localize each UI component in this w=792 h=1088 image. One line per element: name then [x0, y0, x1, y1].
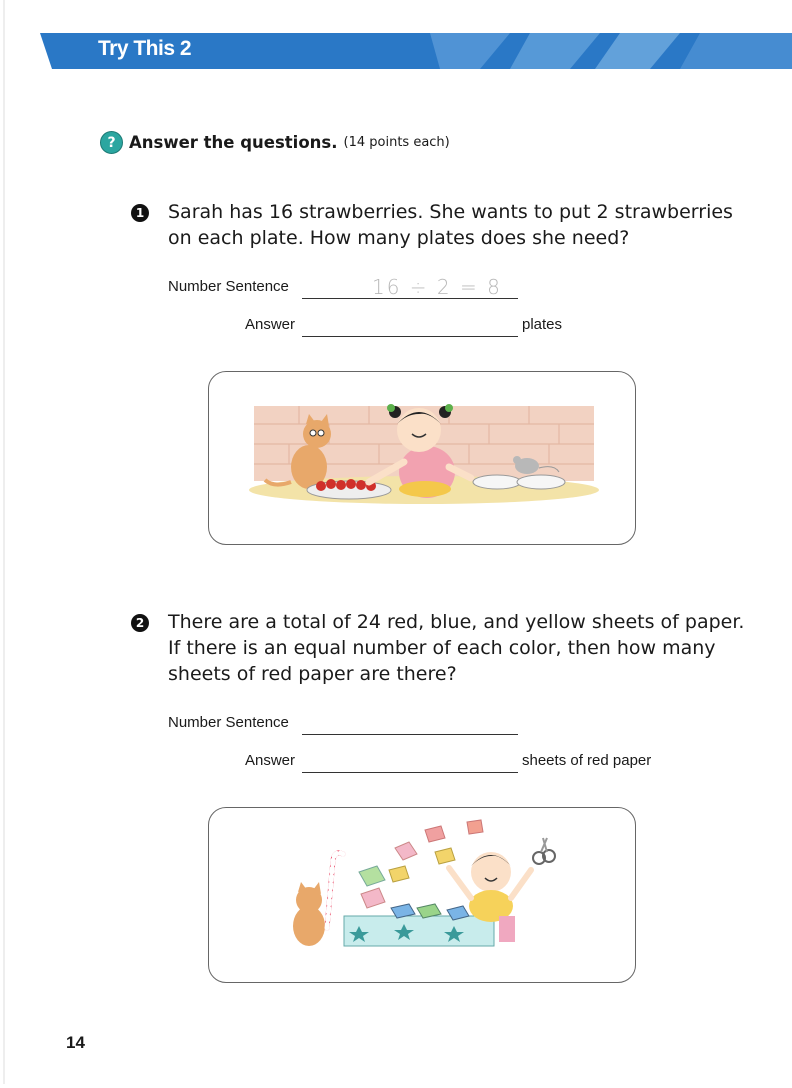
question-number-1: 1 — [131, 204, 149, 222]
girl-cat-strawberries-plates-illustration — [209, 372, 635, 544]
page-edge — [0, 0, 8, 1084]
question-2-line-3: sheets of red paper are there? — [168, 663, 457, 685]
question-1-line-2: on each plate. How many plates does she need? — [168, 227, 630, 249]
boy-cat-paper-sheets-illustration — [209, 808, 635, 982]
instruction — [100, 131, 450, 154]
number-sentence-hint-1: 16 ÷ 2 = 8 — [372, 275, 502, 299]
question-1-text — [168, 199, 733, 251]
question-1-line-1: Sarah has 16 strawberries. She wants to put 2 strawberries — [168, 201, 733, 223]
instruction-text: Answer the questions. — [129, 133, 338, 152]
answer-field-1[interactable] — [302, 314, 518, 337]
number-sentence-label-1: Number Sentence — [168, 278, 289, 295]
answer-unit-2: sheets of red paper — [522, 752, 652, 769]
answer-unit-1: plates — [522, 316, 563, 333]
question-2-line-1: There are a total of 24 red, blue, and yellow sheets of paper. — [168, 611, 745, 633]
number-sentence-field-2[interactable] — [302, 712, 518, 735]
answer-label-1: Answer — [245, 316, 296, 333]
question-icon: ? — [100, 131, 123, 154]
question-2-line-2: If there is an equal number of each color, then how many — [168, 637, 716, 659]
section-header — [40, 33, 792, 69]
number-sentence-label-2: Number Sentence — [168, 714, 289, 731]
answer-label-2: Answer — [245, 752, 296, 769]
page-number: 14 — [66, 1033, 85, 1052]
question-2-text — [168, 609, 745, 687]
section-title: Try This 2 — [98, 37, 192, 60]
answer-field-2[interactable] — [302, 750, 518, 773]
illustration-1 — [208, 371, 636, 545]
illustration-2 — [208, 807, 636, 983]
instruction-points: (14 points each) — [343, 135, 450, 150]
question-number-2: 2 — [131, 614, 149, 632]
